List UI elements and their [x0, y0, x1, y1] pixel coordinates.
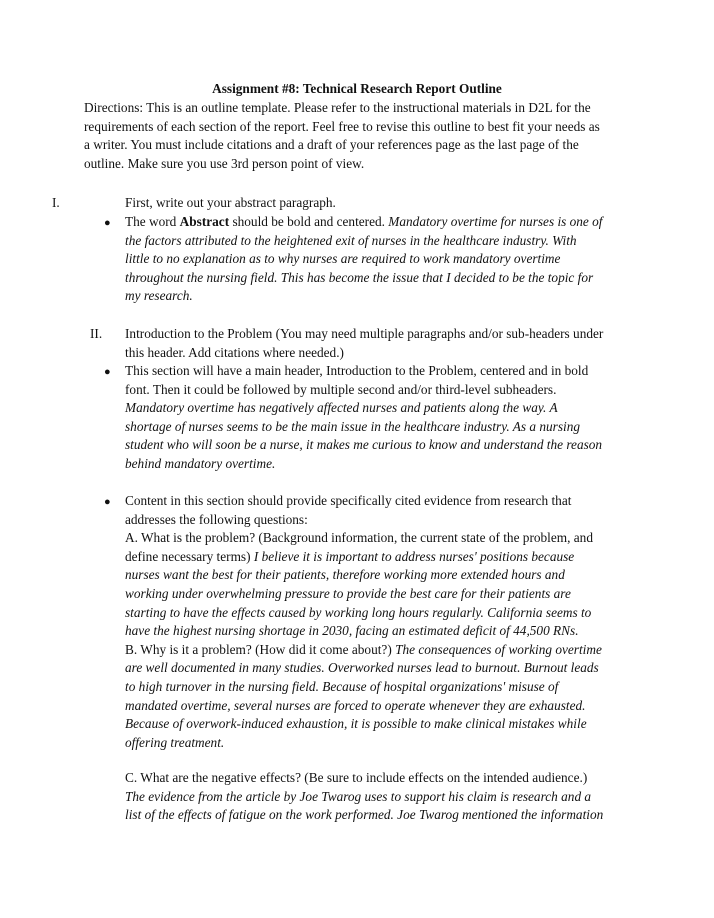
heading-line: Introduction to the Problem (You may need multiple paragraphs and/or sub-headers under: [125, 326, 604, 341]
italic-text: I believe it is important to address nurses' positions because: [253, 548, 575, 564]
italic-line: little to no explanation as to why nurses are required to work mandatory overtime: [125, 251, 561, 267]
question-c: [125, 769, 645, 825]
italic-line: the factors attributed to the heightened exit of nurses in the healthcare industry. With: [125, 232, 577, 248]
italic-line: nurses want the best for their patients, therefore working more extended hours and: [125, 567, 565, 583]
italic-line: starting to have the effects caused by working long hours regularly. California seems to: [125, 604, 592, 620]
abstract-bullet: [125, 213, 645, 306]
bullet-line: font. Then it could be followed by multiple second and/or third-level subheaders.: [125, 381, 557, 397]
directions-line: a writer. You must include citations and a draft of your references page as the last page of the: [84, 137, 579, 153]
section-heading: First, write out your abstract paragraph.: [125, 195, 336, 210]
section-numeral: I.: [52, 195, 60, 210]
bullet-line: This section will have a main header, Introduction to the Problem, centered and in bold: [125, 363, 589, 378]
italic-line: are well documented in many studies. Overworked nurses lead to burnout. Burnout leads: [125, 660, 599, 676]
italic-line: behind mandatory overtime.: [125, 455, 276, 471]
italic-line: to high turnover in the nursing field. Because of hospital organizations' misuse of: [125, 678, 559, 694]
page-title: Assignment #8: Technical Research Report Outline: [212, 81, 502, 96]
italic-line: offering treatment.: [125, 734, 225, 750]
bullet-icon: ●: [104, 217, 111, 229]
directions-line: requirements of each section of the report. Feel free to revise this outline to best fit your needs as: [84, 118, 600, 134]
content-bullet: [125, 492, 645, 752]
bullet-line: addresses the following questions:: [125, 511, 308, 527]
directions-paragraph: [84, 99, 644, 173]
italic-line: list of the effects of fatigue on the work performed. Joe Twarog mentioned the information: [125, 807, 604, 823]
italic-text: Mandatory overtime for nurses is one of: [388, 214, 603, 229]
question-c-heading: C. What are the negative effects? (Be sure to include effects on the intended audience.): [125, 770, 588, 785]
italic-line: Mandatory overtime has negatively affected nurses and patients along the way. A: [125, 400, 558, 416]
bullet-text: should be bold and centered.: [229, 214, 389, 229]
question-b: B. Why is it a problem? (How did it come about?): [125, 641, 396, 657]
bullet-icon: ●: [104, 496, 111, 508]
intro-bullet: [125, 362, 645, 474]
italic-text: The consequences of working overtime: [395, 641, 602, 657]
question-a-text: define necessary terms): [125, 548, 254, 564]
directions-line: Directions: This is an outline template. Please refer to the instructional materials in D2L for the: [84, 100, 591, 115]
italic-line: throughout the nursing field. This has become the issue that I decided to be the topic for: [125, 269, 594, 285]
italic-line: have the highest nursing shortage in 2030, facing an estimated deficit of 44,500 RNs.: [125, 623, 579, 639]
bullet-text: The word: [125, 214, 180, 229]
heading-line: this header. Add citations where needed.): [125, 344, 344, 360]
italic-line: mandated overtime, several nurses are forced to operate whenever they are exhausted.: [125, 697, 586, 713]
italic-line: working under overwhelming pressure to provide the best care for their patients are: [125, 585, 571, 601]
bullet-icon: ●: [104, 366, 111, 378]
italic-line: my research.: [125, 288, 193, 304]
bold-term: Abstract: [179, 214, 230, 229]
italic-line: student who will soon be a nurse, it makes me curious to know and understand the reason: [125, 437, 603, 453]
directions-line: outline. Make sure you use 3rd person point of view.: [84, 155, 365, 171]
question-a: A. What is the problem? (Background information, the current state of the problem, and: [125, 530, 593, 546]
section-heading: [125, 325, 645, 362]
italic-line: The evidence from the article by Joe Twarog uses to support his claim is research and a: [125, 788, 592, 804]
italic-line: Because of overwork-induced exhaustion, it is possible to make clinical mistakes while: [125, 716, 587, 732]
bullet-line: Content in this section should provide specifically cited evidence from research that: [125, 493, 572, 508]
italic-line: shortage of nurses seems to be the main issue in the healthcare industry. As a nursing: [125, 418, 581, 434]
section-numeral: II.: [90, 326, 103, 341]
